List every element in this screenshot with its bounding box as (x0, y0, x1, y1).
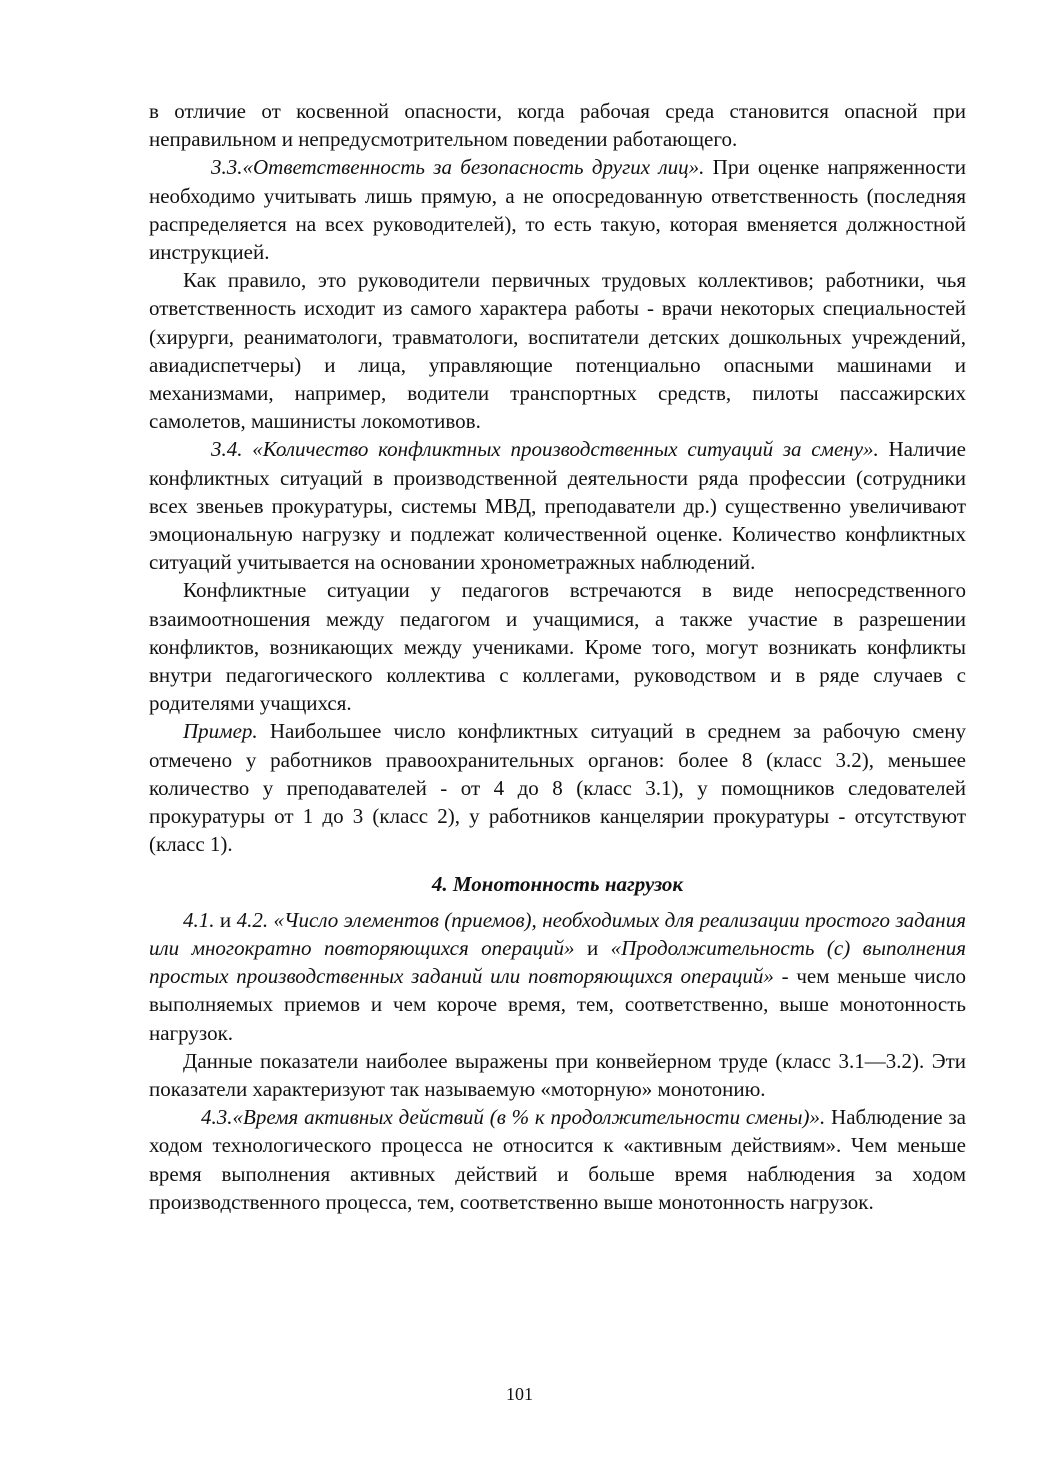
paragraph: Как правило, это руководители первичных трудовых коллективов; работники, чья ответственность исходит из самого характера работы - врачи некоторых специальностей (хирурги, реаниматологи, травматологи, воспитатели детских дошкольных учреждений, авиадиспетчеры) и лица, управляющие потенциально опасными машинами и механизмами, например, водители транспортных средств, пилоты пассажирских самолетов, машинисты локомотивов. (149, 268, 966, 434)
conjunction: и (214, 907, 237, 932)
paragraph: в отличие от косвенной опасности, когда рабочая среда становится опасной при неправильном и непредусмотрительном поведении работающего. (149, 99, 966, 152)
paragraph-text: Наличие конфликтных ситуаций в производственной деятельности ряда профессии (сотрудники всех звеньев прокуратуры, системы МВД, преподаватели др.) существенно увеличивают эмоциональную нагрузку и подлежат количественной оценке. Количество конфликтных ситуаций учитывается на основании хронометражных наблюдений. (149, 437, 967, 575)
paragraph: Конфликтные ситуации у педагогов встречаются в виде непосредственного взаимоотношения между педагогом и учащимися, а также участие в разрешении конфликтов, возникающих между учениками. Кроме того, могут возникать конфликты внутри педагогического коллектива с коллегами, руководством и в ряде случаев с родителями учащихся. (149, 578, 966, 716)
section-heading: 4. Монотонность нагрузок (431, 872, 684, 897)
item-number: 4.2. (236, 907, 269, 932)
paragraph-text: - чем меньше число выполняемых приемов и чем короче время, тем, соответственно, выше монотонность нагрузок. (149, 964, 966, 1045)
item-title: «Продолжительность (с) выполнения простых производственных заданий или повторяющихся операций» (149, 935, 967, 989)
conjunction: и (574, 935, 611, 960)
item-title: 3.4. «Количество конфликтных производственных ситуаций за смену». (211, 437, 879, 462)
paragraph-text: При оценке напряженности необходимо учитывать лишь прямую, а не опосредованную ответственность (последняя распределяется на всех руководителей), то есть такую, которая вменяется должностной инструкцией. (149, 155, 967, 265)
paragraph (149, 717, 966, 858)
page-number: 101 (506, 1384, 533, 1404)
item-title: 4.3.«Время активных действий (в % к продолжительности смены)». (201, 1105, 826, 1130)
paragraph (149, 153, 966, 266)
paragraph: Данные показатели наиболее выражены при конвейерном труде (класс 3.1—3.2). Эти показатели характеризуют так называемую «моторную» монотонию. (149, 1048, 966, 1101)
item-title: «Число элементов (приемов), необходимых для реализации простого задания или многократно повторяющихся операций» (149, 907, 966, 960)
paragraph-text: Наибольшее число конфликтных ситуаций в среднем за рабочую смену отмечено у работников правоохранительных органов: более 8 (класс 3.2), меньшее количество у преподавателей - от 4 до 8 (класс 3.1), у помощников следователей прокуратуры от 1 до 3 (класс 2), у работников канцелярии прокуратуры - отсутствуют (класс 1). (149, 719, 966, 857)
item-title: 3.3.«Ответственность за безопасность других лиц». (211, 155, 705, 180)
item-number: 4.1. (183, 907, 215, 932)
paragraph-text: Наблюдение за ходом технологического процесса не относится к «активным действиям». Чем меньше время выполнения активных действий и больше время наблюдения за ходом производственного процесса, тем, соответственно выше монотонность нагрузок. (149, 1105, 967, 1214)
document-page (149, 97, 966, 1216)
paragraph (149, 906, 966, 1047)
paragraph (149, 1103, 966, 1216)
example-label: Пример. (183, 719, 258, 744)
paragraph (149, 435, 966, 576)
